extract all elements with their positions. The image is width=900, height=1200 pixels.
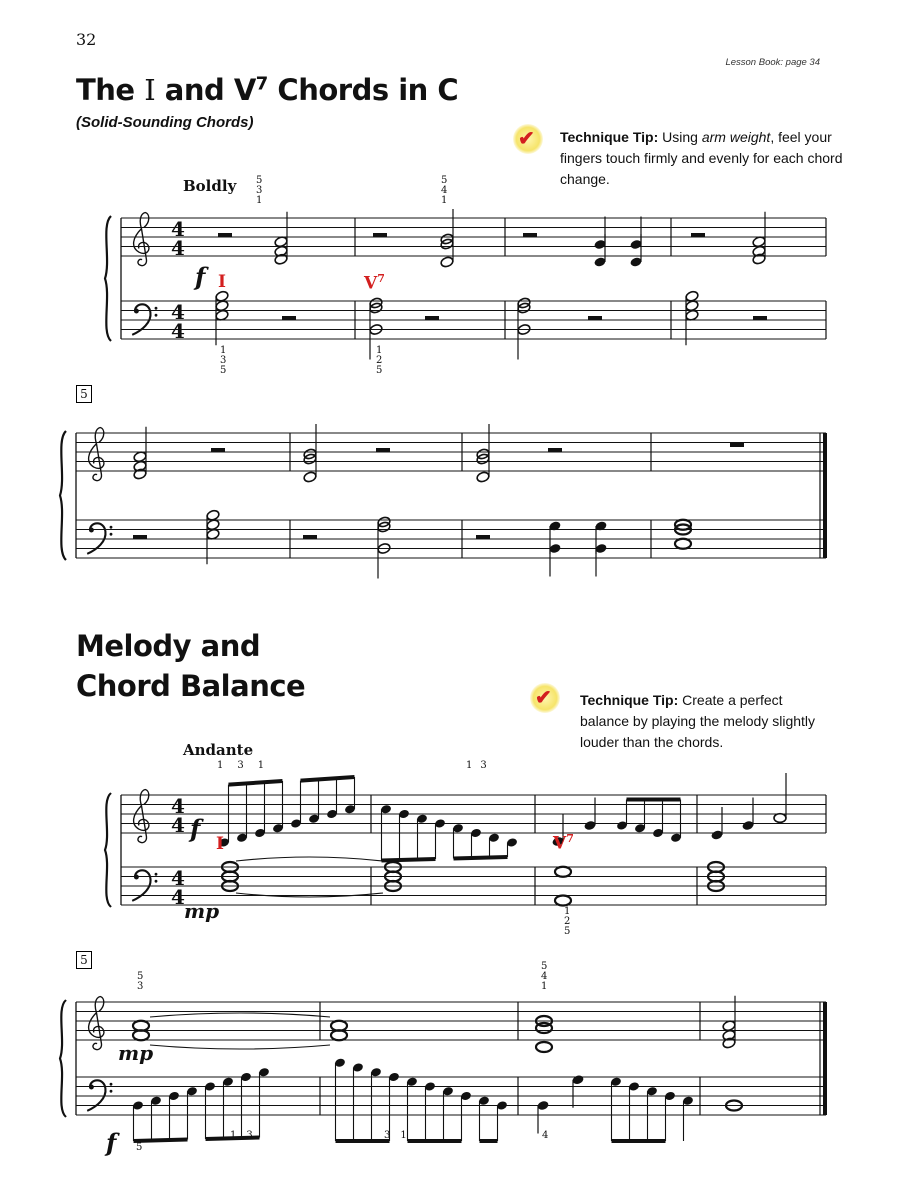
half-note	[774, 814, 786, 823]
tempo-marking: Boldly	[183, 177, 237, 195]
fingering: 5 4 1	[441, 175, 448, 206]
tie	[150, 1013, 330, 1017]
measure-number: 5	[76, 385, 92, 403]
dynamic-marking: f	[106, 1128, 117, 1157]
fingering: 1 2 5	[376, 345, 383, 376]
half-rest	[753, 316, 767, 320]
whole-rest	[730, 443, 744, 448]
tie	[236, 857, 383, 861]
dynamic-marking: mp	[184, 899, 220, 923]
time-signature: 4	[171, 217, 185, 241]
treble-clef	[134, 213, 149, 266]
half-rest	[523, 233, 537, 237]
beam	[229, 781, 283, 785]
page-number: 32	[76, 30, 97, 49]
final-barline	[823, 1002, 827, 1115]
note-chord	[440, 256, 454, 268]
chord-symbol-V7: $V^7$	[364, 272, 385, 294]
brace	[60, 431, 66, 560]
treble-clef	[134, 790, 149, 843]
half-rest	[548, 448, 562, 452]
note-chord	[303, 471, 317, 483]
beam	[382, 859, 436, 861]
dynamic-marking: f	[190, 814, 201, 843]
section1-technique-tip: Technique Tip: Using arm weight, feel your fingers touch firmly and evenly for each chord change.	[560, 129, 843, 187]
chord-symbol-I: I	[216, 834, 224, 854]
tie	[150, 1045, 330, 1049]
half-rest	[303, 535, 317, 539]
beam	[134, 1140, 188, 1142]
half-rest	[373, 233, 387, 237]
checkmark-icon: ✔	[513, 124, 543, 154]
measure-number: 5	[76, 951, 92, 969]
beam	[454, 857, 508, 859]
lesson-reference: Lesson Book: page 34	[725, 57, 820, 68]
half-rest	[211, 448, 225, 452]
fingering: 5 4 1	[541, 961, 548, 992]
brace	[105, 793, 111, 907]
half-rest	[425, 316, 439, 320]
fingering: 13	[466, 760, 495, 771]
fingering: 13	[230, 1130, 263, 1141]
whole-note	[536, 1042, 552, 1052]
dynamic-marking: f	[195, 262, 206, 291]
dynamic-marking: mp	[118, 1041, 154, 1065]
time-signature: 4	[171, 813, 185, 837]
half-rest	[476, 535, 490, 539]
chord-symbol-V7: $V^7$	[553, 832, 574, 854]
fingering: 4	[542, 1130, 549, 1141]
fingering: 1 3 5	[220, 345, 227, 376]
whole-note	[555, 867, 571, 877]
section1-subtitle: (Solid-Sounding Chords)	[76, 114, 254, 131]
fingering: 5 3	[137, 971, 144, 992]
checkmark-icon: ✔	[530, 683, 560, 713]
time-signature: 4	[171, 319, 185, 343]
time-signature: 4	[171, 866, 185, 890]
treble-clef	[89, 428, 104, 481]
time-signature: 4	[171, 794, 185, 818]
half-rest	[691, 233, 705, 237]
fingering: 5	[136, 1142, 143, 1153]
time-signature: 4	[171, 885, 185, 909]
brace	[60, 1000, 66, 1117]
time-signature: 4	[171, 236, 185, 260]
brace	[105, 216, 111, 341]
half-rest	[133, 535, 147, 539]
note-chord	[476, 471, 490, 483]
section2-technique-tip: Technique Tip: Create a perfect balance by playing the melody slightly louder than the chords.	[580, 692, 816, 750]
section1-title: The I and $V^7$ Chords in C	[76, 73, 459, 107]
chord-symbol-I: I	[218, 272, 226, 292]
whole-note	[536, 1023, 552, 1033]
treble-clef	[89, 997, 104, 1050]
fingering: 31	[384, 1130, 417, 1141]
tempo-marking: Andante	[183, 741, 254, 759]
section2-title: Melody and Chord Balance	[76, 629, 306, 703]
half-rest	[588, 316, 602, 320]
half-rest	[376, 448, 390, 452]
fingering: 131	[217, 760, 279, 771]
whole-note	[555, 896, 571, 906]
time-signature: 4	[171, 300, 185, 324]
beam	[301, 777, 355, 781]
whole-note	[675, 539, 691, 549]
half-rest	[282, 316, 296, 320]
half-rest	[218, 233, 232, 237]
final-barline	[823, 433, 827, 558]
fingering: 1 2 5	[564, 906, 571, 937]
fingering: 5 3 1	[256, 175, 263, 206]
